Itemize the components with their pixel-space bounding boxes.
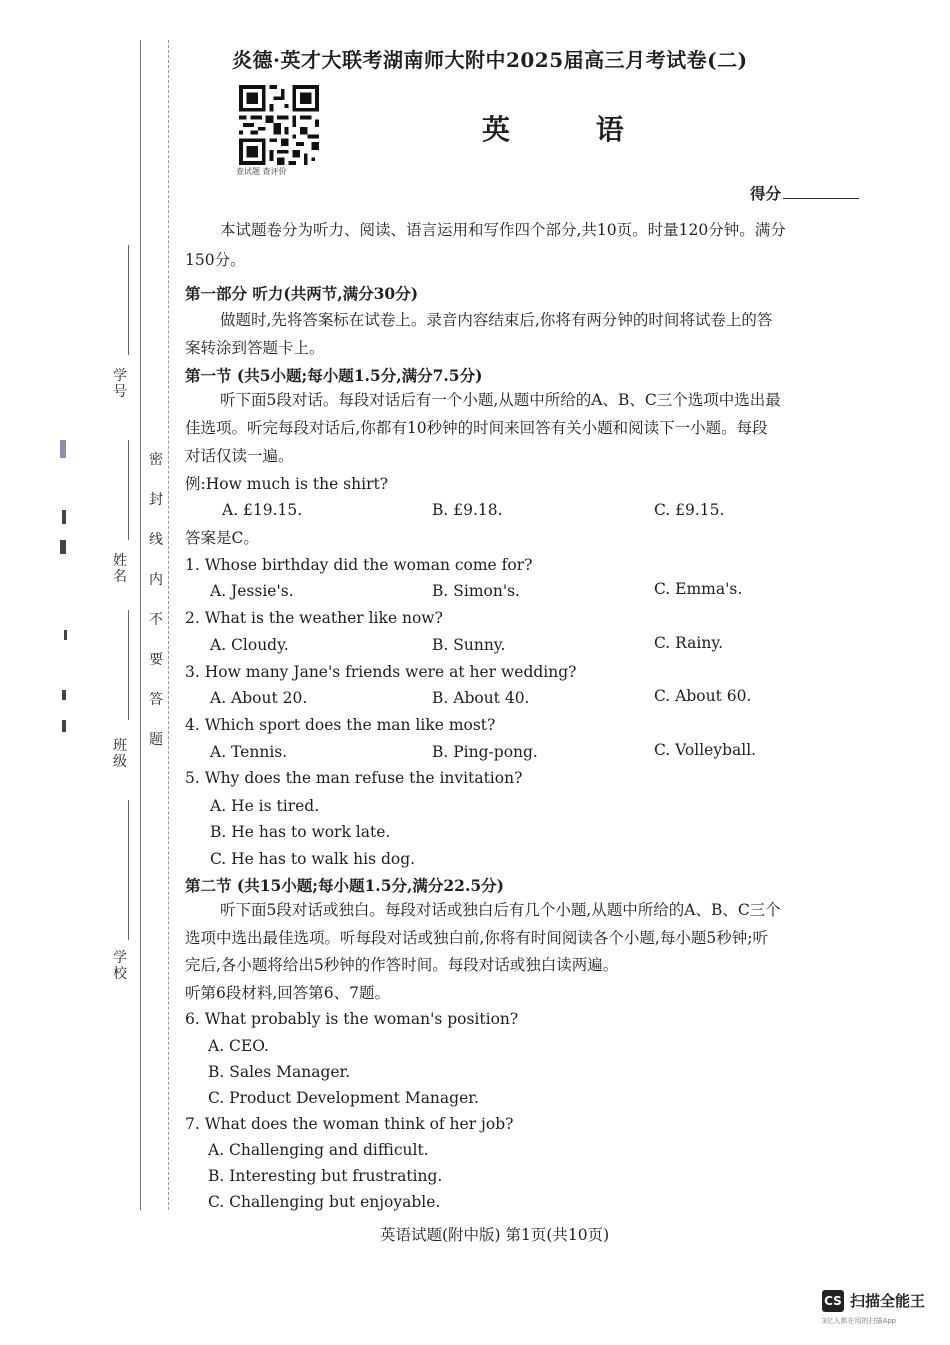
section2-instruction: 听下面5段对话或独白。每段对话或独白后有几个小题,从题中所给的A、B、C三个	[220, 901, 781, 919]
example-option-b: B. £9.18.	[432, 501, 503, 519]
fill-line-banji	[128, 610, 129, 720]
scan-mark	[62, 690, 66, 700]
scanner-logo-icon: CS	[822, 1290, 844, 1312]
fill-line-xingming	[128, 440, 129, 540]
question-5: 5. Why does the man refuse the invitation?	[185, 769, 523, 787]
q5-option-a: A. He is tired.	[210, 797, 320, 815]
q7-option-b: B. Interesting but frustrating.	[208, 1167, 443, 1185]
part1-title: 第一部分 听力(共两节,满分30分)	[185, 284, 419, 303]
q1-option-c: C. Emma's.	[654, 580, 743, 598]
q4-option-a: A. Tennis.	[210, 743, 288, 761]
qr-caption: 查试题 查评价	[236, 167, 287, 176]
qr-code	[236, 85, 322, 165]
q7-option-c: C. Challenging but enjoyable.	[208, 1193, 441, 1211]
score-label: 得分	[750, 184, 782, 203]
q7-option-a: A. Challenging and difficult.	[208, 1141, 429, 1159]
question-6: 6. What probably is the woman's position?	[185, 1010, 519, 1028]
q4-option-c: C. Volleyball.	[654, 741, 757, 759]
section1-title: 第一节 (共5小题;每小题1.5分,满分7.5分)	[185, 366, 483, 385]
example-answer: 答案是C。	[185, 529, 259, 547]
section2-title: 第二节 (共15小题;每小题1.5分,满分22.5分)	[185, 876, 504, 895]
q3-option-a: A. About 20.	[210, 689, 308, 707]
question-1: 1. Whose birthday did the woman come for?	[185, 556, 533, 574]
seal-warning: 密封线内不要答题	[149, 452, 163, 748]
part1-instruction: 做题时,先将答案标在试卷上。录音内容结束后,你将有两分钟的时间将试卷上的答	[220, 311, 773, 329]
q1-option-a: A. Jessie's.	[210, 582, 294, 600]
scan-mark	[60, 540, 66, 554]
scan-mark	[64, 630, 67, 640]
q2-option-a: A. Cloudy.	[210, 636, 289, 654]
page-footer: 英语试题(附中版) 第1页(共10页)	[380, 1226, 610, 1244]
score-blank	[783, 184, 859, 199]
intro-line: 150分。	[185, 251, 246, 269]
section2-instruction: 完后,各小题将给出5秒钟的作答时间。每段对话或独白读两遍。	[185, 956, 619, 974]
binding-line-left	[140, 40, 141, 1210]
question-4: 4. Which sport does the man like most?	[185, 716, 496, 734]
q5-option-b: B. He has to work late.	[210, 823, 391, 841]
label-name: 姓名	[113, 553, 127, 585]
scan-mark	[60, 440, 66, 458]
label-school: 学校	[113, 950, 127, 982]
section2-material: 听第6段材料,回答第6、7题。	[185, 984, 391, 1002]
part1-instruction: 案转涂到答题卡上。	[185, 339, 325, 357]
scanner-title: 扫描全能王	[850, 1292, 926, 1310]
q6-option-b: B. Sales Manager.	[208, 1063, 351, 1081]
q5-option-c: C. He has to walk his dog.	[210, 850, 416, 868]
q2-option-c: C. Rainy.	[654, 634, 723, 652]
q3-option-c: C. About 60.	[654, 687, 752, 705]
section1-instruction: 佳选项。听完每段对话后,你都有10秒钟的时间来回答有关小题和阅读下一小题。每段	[185, 419, 768, 437]
binding-line-right	[168, 40, 169, 1210]
q3-option-b: B. About 40.	[432, 689, 530, 707]
q1-option-b: B. Simon's.	[432, 582, 520, 600]
section1-instruction: 对话仅读一遍。	[185, 447, 294, 465]
section2-instruction: 选项中选出最佳选项。听每段对话或独白前,你将有时间阅读各个小题,每小题5秒钟;听	[185, 929, 768, 947]
example-question: 例:How much is the shirt?	[185, 475, 389, 493]
scanner-subtitle: 3亿人都在用的扫描App	[822, 1317, 897, 1325]
q6-option-c: C. Product Development Manager.	[208, 1089, 479, 1107]
exam-title: 炎德·英才大联考湖南师大附中2025届高三月考试卷(二)	[232, 48, 748, 72]
section1-instruction: 听下面5段对话。每段对话后有一个小题,从题中所给的A、B、C三个选项中选出最	[220, 391, 781, 409]
label-student-id: 学号	[113, 368, 127, 400]
q2-option-b: B. Sunny.	[432, 636, 506, 654]
example-option-a: A. £19.15.	[222, 501, 303, 519]
fill-line-xuehao	[128, 245, 129, 355]
example-option-c: C. £9.15.	[654, 501, 725, 519]
q4-option-b: B. Ping-pong.	[432, 743, 538, 761]
fill-line-xuexiao	[128, 800, 129, 940]
subject-title: 英 语	[482, 113, 662, 146]
score-field	[750, 184, 859, 204]
q6-option-a: A. CEO.	[208, 1037, 269, 1055]
label-class: 班级	[113, 738, 127, 770]
scan-mark	[62, 510, 66, 524]
question-3: 3. How many Jane's friends were at her wedding?	[185, 663, 577, 681]
intro-line: 本试题卷分为听力、阅读、语言运用和写作四个部分,共10页。时量120分钟。满分	[220, 221, 786, 239]
scan-mark	[62, 720, 66, 732]
question-2: 2. What is the weather like now?	[185, 609, 443, 627]
question-7: 7. What does the woman think of her job?	[185, 1115, 514, 1133]
